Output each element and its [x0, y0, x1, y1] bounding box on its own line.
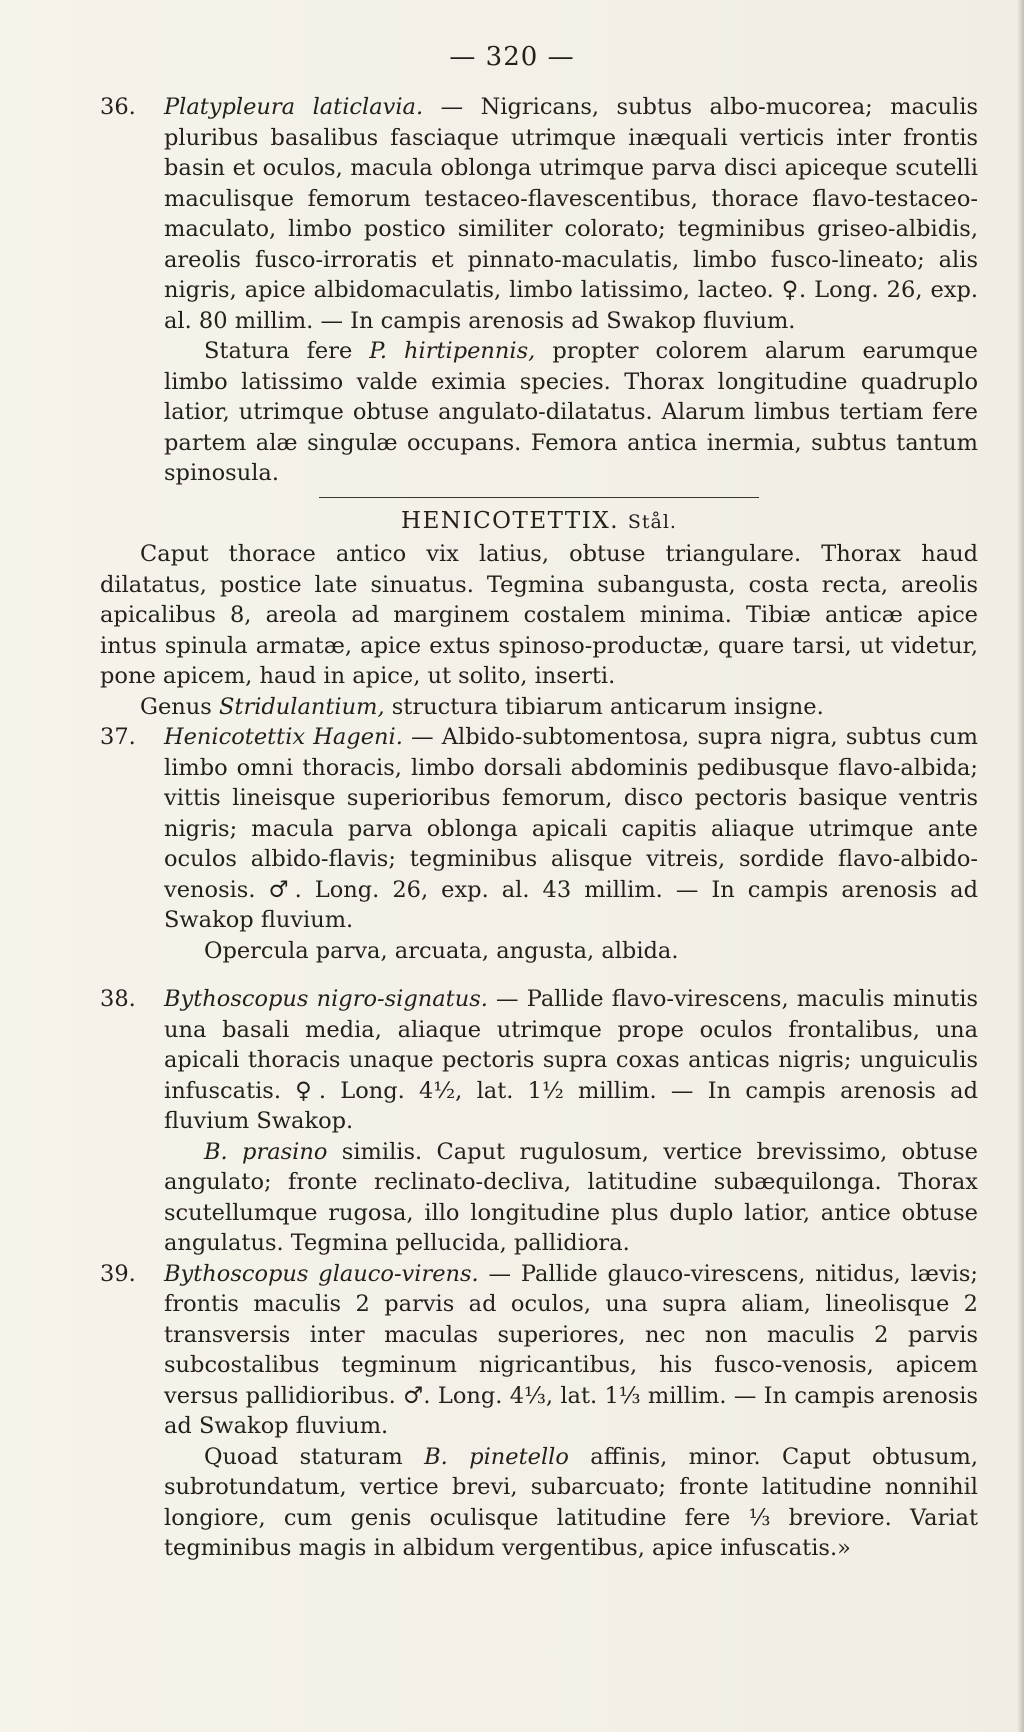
- spacer: [100, 966, 978, 984]
- genus-note: [100, 692, 978, 723]
- entry-number: 39.: [100, 1260, 136, 1287]
- species-name: Bythoscopus nigro-signatus.: [164, 986, 488, 1012]
- page-edge-shadow: [1017, 0, 1024, 1732]
- genus-note-taxon: Stridulantium,: [218, 693, 385, 720]
- entry-note: [164, 1442, 978, 1564]
- note-species-name: P. hirtipennis,: [369, 338, 536, 364]
- note-text: Statura fere: [204, 338, 370, 364]
- entry-note: Opercula parva, arcuata, angusta, albida.: [204, 937, 679, 964]
- species-name: Bythoscopus glauco-virens.: [164, 1260, 479, 1287]
- species-entry-39: [100, 1259, 978, 1564]
- description-text: — Pallide glauco-virescens, nitidus, lævis; frontis maculis 2 parvis ad oculos, una supra aliam, lineolisque 2 transversis inter maculas superiores, nec non maculis 2 parvis subcostalibus tegminum nigricantibus, his fusco-venosis, apicem versus pallidioribus. ♂. Long. 4⅓, lat. 1⅓ millim. — In campis arenosis ad Swakop fluvium.: [164, 1260, 978, 1439]
- note-text-continued: propter colorem alarum earumque limbo latissimo valde eximia species. Thorax longitudine quadruplo latior, utrimque obtuse angulato-dilatatus. Alarum limbus tertiam fere partem alæ singulæ occupans. Femora antica inermia, subtus tantum spinosula.: [164, 338, 978, 486]
- entry-number: 38.: [100, 986, 136, 1012]
- species-entry-37: [100, 722, 978, 966]
- description-text: — Albido-subtomentosa, supra nigra, subtus cum limbo omni thoracis, limbo dorsali abdominis pedibusque flavo-albida; vittis lineisque superioribus femorum, disco pectoris basique ventris nigris; macula parva oblonga apicali capitis aliaque utrimque ante oculos albido-flavis; tegminibus alisque vitreis, sordide flavo-albido-venosis. ♂. Long. 26, exp. al. 43 millim. — In campis arenosis ad Swakop fluvium.: [164, 724, 978, 933]
- genus-name: HENICOTETTIX.: [401, 507, 620, 534]
- page-number: — 320 —: [449, 42, 575, 72]
- species-name: Platypleura laticlavia.: [164, 94, 424, 120]
- note-text: Quoad staturam: [204, 1443, 425, 1470]
- text-column: [100, 92, 978, 1564]
- entry-note: [164, 1137, 978, 1259]
- entry-number: 37.: [100, 724, 136, 750]
- entry-description: [164, 722, 978, 936]
- note-text: similis. Caput rugulosum, vertice brevissimo, obtuse angulato; fronte reclinato-decliva, latitudine subæquilonga. Thorax scutellumque rugosa, illo longitudine plus duplo latior, antice obtuse angulatus. Tegmina pellucida, pallidiora.: [164, 1138, 978, 1256]
- entry-description: [164, 1259, 978, 1442]
- genus-heading: [100, 506, 978, 538]
- entry-note: [164, 336, 978, 489]
- entry-description: [164, 984, 978, 1137]
- genus-note-text: Genus: [140, 693, 219, 720]
- note-text-continued: affinis, minor. Caput obtusum, subrotundatum, vertice brevi, subarcuato; fronte latitudine nonnihil longiore, cum genis oculisque latitudine fere ⅓ breviore. Variat tegminibus magis in albidum vergentibus, apice infuscatis.»: [164, 1443, 979, 1561]
- section-divider: [319, 497, 759, 498]
- genus-note-text-continued: structura tibiarum anticarum insigne.: [384, 693, 824, 720]
- entry-description: [164, 92, 978, 336]
- description-text: — Pallide flavo-virescens, maculis minutis una basali media, aliaque utrimque prope oculos frontalibus, una apicali thoracis unaque pectoris supra coxas anticas nigris; unguiculis infuscatis. ♀. Long. 4½, lat. 1½ millim. — In campis arenosis ad fluvium Swakop.: [164, 986, 978, 1134]
- genus-author: Stål.: [627, 510, 677, 533]
- note-species-name: B. pinetello: [424, 1443, 569, 1470]
- note-species-name: B. prasino: [204, 1138, 328, 1165]
- genus-description: Caput thorace antico vix latius, obtuse triangulare. Thorax haud dilatatus, postice late sinuatus. Tegmina subangusta, costa recta, areolis apicalibus 8, areola ad marginem costalem minima. Tibiæ anticæ apice intus spinula armatæ, apice extus spinoso-productæ, quare tarsi, ut videtur, pone apicem, haud in apice, ut solito, inserti.: [100, 541, 978, 689]
- description-text: — Nigricans, subtus albo-mucorea; maculis pluribus basalibus fasciaque utrimque inæquali verticis inter frontis basin et oculos, macula oblonga utrimque parva disci apiceque scutelli maculisque femorum testaceo-flavescentibus, thorace flavo-testaceo-maculato, limbo postico similiter colorato; tegminibus griseo-albidis, areolis fusco-irroratis et pinnato-maculatis, limbo fusco-lineato; alis nigris, apice albidomaculatis, limbo latissimo, lacteo. ♀. Long. 26, exp. al. 80 millim. — In campis arenosis ad Swakop fluvium.: [164, 94, 978, 334]
- species-entry-38: [100, 984, 978, 1259]
- species-name: Henicotettix Hageni.: [164, 724, 403, 750]
- entry-number: 36.: [100, 94, 136, 120]
- species-entry-36: [100, 92, 978, 489]
